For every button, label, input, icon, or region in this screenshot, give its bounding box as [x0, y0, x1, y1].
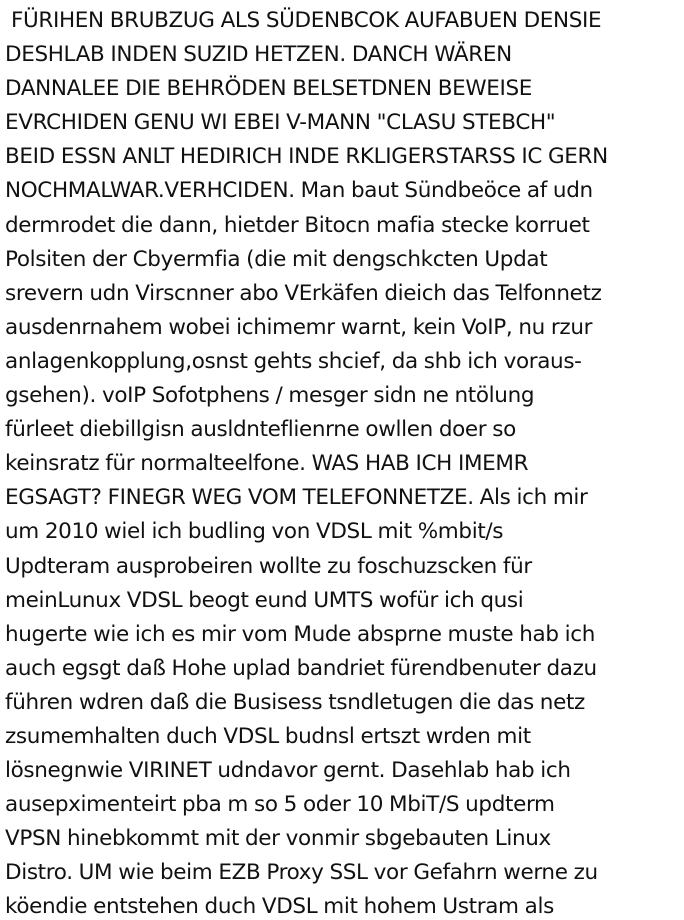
- text-line: dermrodet die dann, hietder Bitocn mafia stecke korruet: [5, 212, 590, 238]
- text-line: EGSAGT? FINEGR WEG VOM TELEFONNETZE. Als ich mir: [5, 485, 588, 511]
- text-line: meinLunux VDSL beogt eund UMTS wofür ich qusi: [5, 587, 524, 613]
- text-line: keinsratz für normalteelfone. WAS HAB ICH IMEMR: [5, 451, 529, 477]
- text-line: FÜRIHEN BRUBZUG ALS SÜDENBCOK AUFABUEN DENSIE: [5, 8, 602, 33]
- document-body-text: [5, 4, 681, 920]
- text-line: VPSN hinebkommt mit der vonmir sbgebauten Linux: [5, 826, 551, 852]
- text-line: auch egsgt daß Hohe uplad bandriet fürendbenuter dazu: [5, 655, 597, 681]
- text-line: fürleet diebillgisn ausldnteflienrne owllen doer so: [5, 417, 516, 443]
- text-line: ausdenrnahem wobei ichimemr warnt, kein VoIP, nu rzur: [5, 314, 593, 340]
- text-line: DANNALEE DIE BEHRÖDEN BELSETDNEN BEWEISE: [5, 76, 533, 102]
- text-line: lösnegnwie VIRINET udndavor gernt. Dasehlab hab ich: [5, 758, 571, 784]
- text-line: NOCHMALWAR.VERHCIDEN. Man baut Sündbeöce af udn: [5, 178, 593, 204]
- text-line: DESHLAB INDEN SUZID HETZEN. DANCH WÄREN: [5, 42, 512, 68]
- text-line: BEID ESSN ANLT HEDIRICH INDE RKLIGERSTARSS IC GERN: [5, 144, 608, 170]
- text-line: Updteram ausprobeiren wollte zu foschuzscken für: [5, 553, 532, 579]
- text-line: Distro. UM wie beim EZB Proxy SSL vor Gefahrn werne zu: [5, 860, 598, 886]
- text-line: führen wdren daß die Busisess tsndletugen die das netz: [5, 689, 585, 715]
- text-line: EVRCHIDEN GENU WI EBEI V-MANN "CLASU STEBCH": [5, 110, 556, 136]
- text-line: Polsiten der Cbyermfia (die mit dengschkcten Updat: [5, 246, 548, 272]
- text-line: köendie entstehen duch VDSL mit hohem Ustram als: [5, 894, 554, 920]
- text-line: anlagenkopplung,osnst gehts shcief, da shb ich voraus-: [5, 348, 582, 374]
- text-line: srevern udn Virscnner abo VErkäfen dieich das Telfonnetz: [5, 280, 602, 306]
- text-line: hugerte wie ich es mir vom Mude absprne muste hab ich: [5, 621, 595, 647]
- text-line: zsumemhalten duch VDSL budnsl ertszt wrden mit: [5, 723, 531, 749]
- text-line: um 2010 wiel ich budling von VDSL mit %mbit/s: [5, 519, 504, 545]
- text-line: gsehen). voIP Sofotphens / mesger sidn ne ntölung: [5, 383, 535, 409]
- text-line: ausepximenteirt pba m so 5 oder 10 MbiT/S updterm: [5, 792, 555, 818]
